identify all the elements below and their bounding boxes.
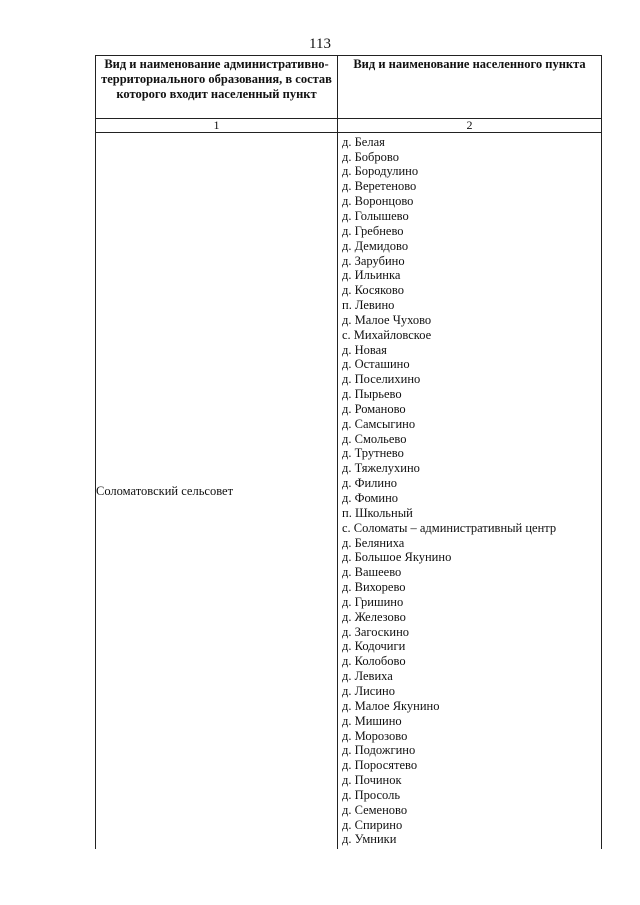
- list-item: д. Лисино: [342, 683, 395, 698]
- list-item: д. Железово: [342, 609, 406, 624]
- list-item: д. Семеново: [342, 802, 408, 817]
- list-item: д. Косяково: [342, 283, 404, 298]
- list-item: п. Школьный: [342, 505, 413, 520]
- list-item: д. Боброво: [342, 149, 399, 164]
- list-item: д. Гришино: [342, 594, 404, 609]
- list-item: д. Пырьево: [342, 387, 402, 402]
- list-item: д. Ильинка: [342, 268, 401, 283]
- places-cell: [338, 133, 602, 850]
- list-item: д. Самсыгино: [342, 416, 416, 431]
- settlements-table: [95, 55, 602, 849]
- list-item: д. Филино: [342, 476, 398, 491]
- list-item: с. Михайловское: [342, 327, 432, 342]
- list-item: д. Осташино: [342, 357, 410, 372]
- list-item: д. Мишино: [342, 713, 402, 728]
- list-item: д. Поросятево: [342, 758, 418, 773]
- table-row: [96, 133, 602, 850]
- list-item: д. Демидово: [342, 238, 409, 253]
- district-name: Соломатовский сельсовет: [96, 133, 338, 850]
- list-item: с. Соломаты – административный центр: [342, 520, 557, 535]
- list-item: д. Умники: [342, 832, 397, 847]
- column-numbers-row: [96, 119, 602, 133]
- list-item: д. Левиха: [342, 669, 393, 684]
- page-number: 113: [309, 36, 331, 52]
- list-item: д. Воронцово: [342, 194, 414, 209]
- list-item: д. Веретеново: [342, 179, 417, 194]
- list-item: д. Бородулино: [342, 164, 419, 179]
- header-col1: Вид и наименование административно-территориального образования, в состав которого входит населенный пункт: [96, 56, 338, 119]
- column-number-1: 1: [96, 119, 338, 133]
- list-item: д. Просоль: [342, 787, 401, 802]
- place-list: [338, 135, 601, 848]
- list-item: д. Малое Чухово: [342, 312, 432, 327]
- list-item: д. Малое Якунино: [342, 698, 440, 713]
- list-item: д. Спирино: [342, 817, 403, 832]
- list-item: д. Фомино: [342, 491, 399, 505]
- list-item: д. Тяжелухино: [342, 461, 420, 476]
- list-item: д. Вихорево: [342, 580, 406, 595]
- list-item: д. Морозово: [342, 728, 408, 743]
- list-item: д. Большое Якунино: [342, 550, 452, 565]
- list-item: д. Загоскино: [342, 624, 410, 639]
- list-item: д. Трутнево: [342, 446, 404, 461]
- list-item: д. Вашеево: [342, 565, 402, 580]
- header-row: [96, 56, 602, 119]
- header-col2: Вид и наименование населенного пункта: [338, 56, 602, 119]
- list-item: п. Левино: [342, 298, 395, 313]
- list-item: д. Новая: [342, 342, 387, 357]
- list-item: д. Кодочиги: [342, 639, 406, 654]
- list-item: д. Починок: [342, 773, 402, 788]
- list-item: д. Зарубино: [342, 253, 405, 268]
- list-item: д. Поселихино: [342, 372, 421, 387]
- list-item: д. Подожгино: [342, 743, 416, 758]
- list-item: д. Смольево: [342, 431, 407, 446]
- list-item: д. Гребнево: [342, 223, 404, 238]
- column-number-2: 2: [338, 119, 602, 133]
- list-item: д. Беляниха: [342, 535, 405, 550]
- list-item: д. Белая: [342, 134, 385, 149]
- list-item: д. Голышево: [342, 208, 409, 223]
- list-item: д. Колобово: [342, 654, 406, 669]
- list-item: д. Романово: [342, 401, 406, 416]
